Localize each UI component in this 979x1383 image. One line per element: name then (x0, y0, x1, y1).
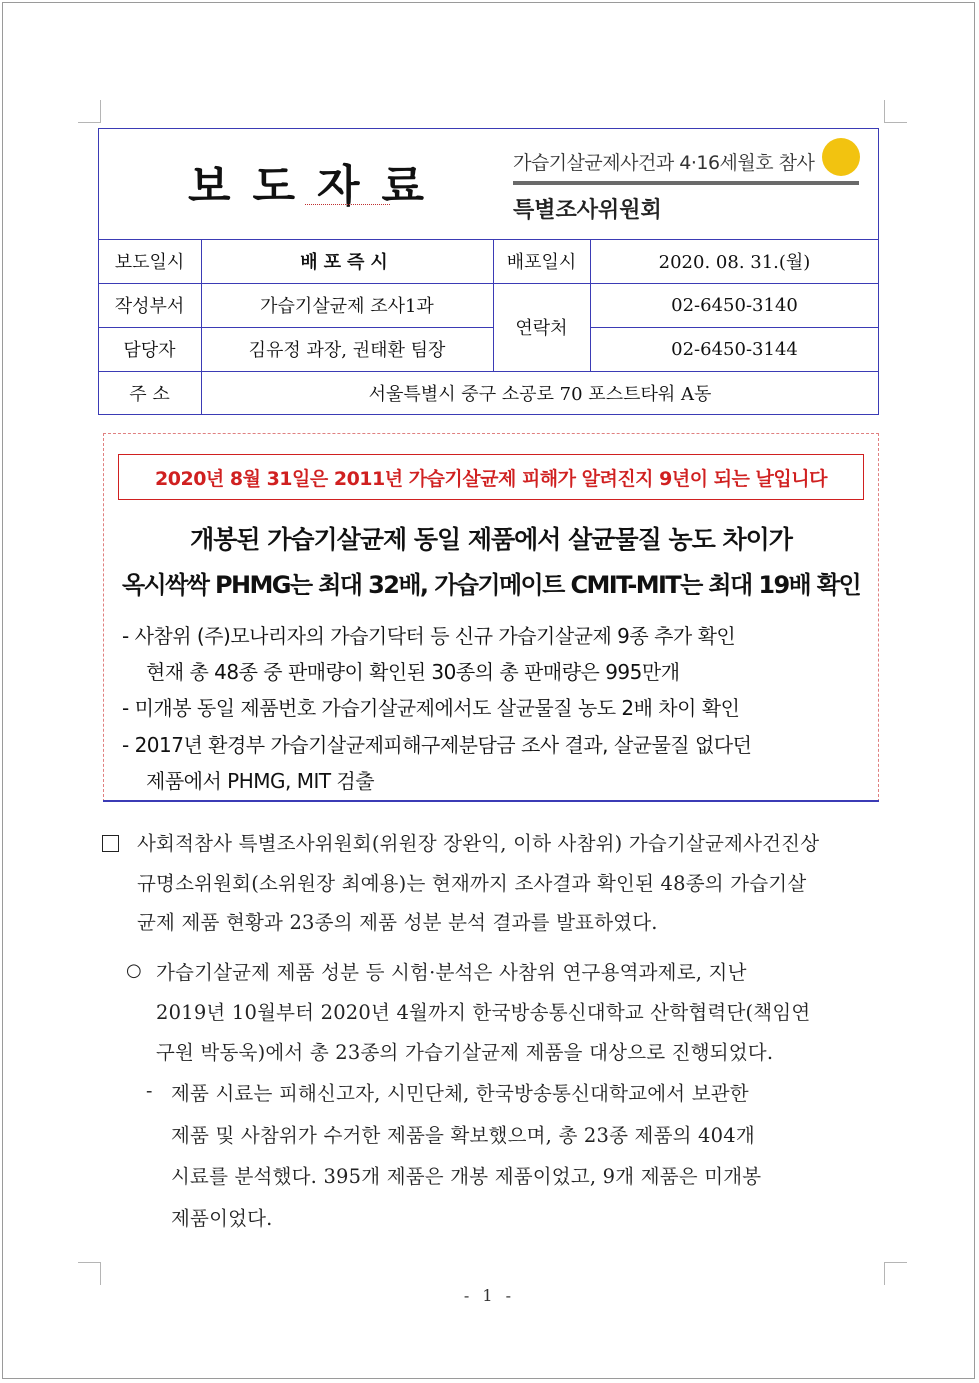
distribution-value: 2020. 08. 31.(월) (658, 252, 811, 273)
headline-line-2: 옥시싹싹 PHMG는 최대 32배, 가습기메이트 CMIT-MIT는 최대 19배 확인 (121, 571, 861, 599)
checkbox-square-icon (102, 835, 119, 852)
manager-label: 담당자 (123, 340, 176, 361)
crop-mark-bottom-left (78, 1262, 101, 1285)
crop-mark-bottom-right (884, 1262, 907, 1285)
summary-bullet-2: - 미개봉 동일 제품번호 가습기살균제에서도 살균물질 농도 2배 차이 확인 (122, 696, 740, 720)
distribution-label: 배포일시 (506, 252, 577, 273)
release-label: 보도일시 (114, 252, 185, 273)
org-name-line1: 가습기살균제사건과 4·16세월호 참사 (513, 152, 815, 174)
para1-line3: 균제 제품 현황과 23종의 제품 성분 분석 결과를 발표하였다. (137, 911, 658, 934)
summary-bottom-rule (103, 800, 879, 802)
crop-mark-top-left (78, 100, 101, 123)
summary-bullet-1: - 사참위 (주)모나리자의 가습기닥터 등 신규 가습기살균제 9종 추가 확인 (122, 624, 736, 648)
para1-line2: 규명소위원회(소위원장 최예용)는 현재까지 조사결과 확인된 48종의 가습기살 (137, 872, 807, 895)
dept-value: 가습기살균제 조사1과 (260, 296, 434, 317)
para3-line2: 제품 및 사참위가 수거한 제품을 확보했으며, 총 23종 제품의 404개 (171, 1124, 755, 1147)
crop-mark-top-right (884, 100, 907, 123)
para1-line1: 사회적참사 특별조사위원회(위원장 장완익, 이하 사참위) 가습기살균제사건진상 (137, 832, 820, 855)
para3-line1: 제품 시료는 피해신고자, 시민단체, 한국방송통신대학교에서 보관한 (171, 1082, 749, 1105)
phone-number-1: 02-6450-3140 (671, 294, 798, 316)
headline-line-1: 개봉된 가습기살균제 동일 제품에서 살균물질 농도 차이가 (190, 525, 792, 554)
para3-line3: 시료를 분석했다. 395개 제품은 개봉 제품이었고, 9개 제품은 미개봉 (171, 1165, 762, 1188)
sun-logo-icon (822, 138, 860, 176)
anniversary-banner: 2020년 8월 31일은 2011년 가습기살균제 피해가 알려진지 9년이 되는 날입니다 (118, 454, 864, 500)
contact-label: 연락처 (515, 318, 568, 339)
para2-line2: 2019년 10월부터 2020년 4월까지 한국방송통신대학교 산학협력단(책임연 (156, 1001, 811, 1024)
address-label: 주 소 (129, 384, 170, 405)
org-name-line2: 특별조사위원회 (513, 198, 662, 223)
title-spellcheck-underline (305, 204, 390, 205)
para3-line4: 제품이었다. (171, 1207, 273, 1230)
dept-label: 작성부서 (114, 296, 185, 317)
page-number: - 1 - (463, 1286, 516, 1305)
phone-number-2: 02-6450-3144 (671, 338, 798, 360)
circle-bullet-icon: ○ (126, 960, 142, 981)
release-value: 배포즉시 (300, 252, 394, 273)
manager-value: 김유정 과장, 권태환 팀장 (248, 340, 446, 361)
address-value: 서울특별시 중구 소공로 70 포스트타워 A동 (368, 384, 712, 405)
summary-bullet-1-cont: 현재 총 48종 중 판매량이 확인된 30종의 총 판매량은 995만개 (146, 660, 680, 684)
summary-bullet-3: - 2017년 환경부 가습기살균제피해구제분담금 조사 결과, 살균물질 없다던 (122, 733, 752, 757)
summary-bullet-3-cont: 제품에서 PHMG, MIT 검출 (146, 769, 375, 793)
para2-line3: 구원 박동욱)에서 총 23종의 가습기살균제 제품을 대상으로 진행되었다. (156, 1041, 774, 1064)
para2-line1: 가습기살균제 제품 성분 등 시험·분석은 사참위 연구용역과제로, 지난 (156, 961, 747, 984)
dash-bullet-icon: - (146, 1080, 153, 1102)
page-title: 보도자료 (188, 161, 447, 212)
org-logo-bar (513, 181, 859, 185)
